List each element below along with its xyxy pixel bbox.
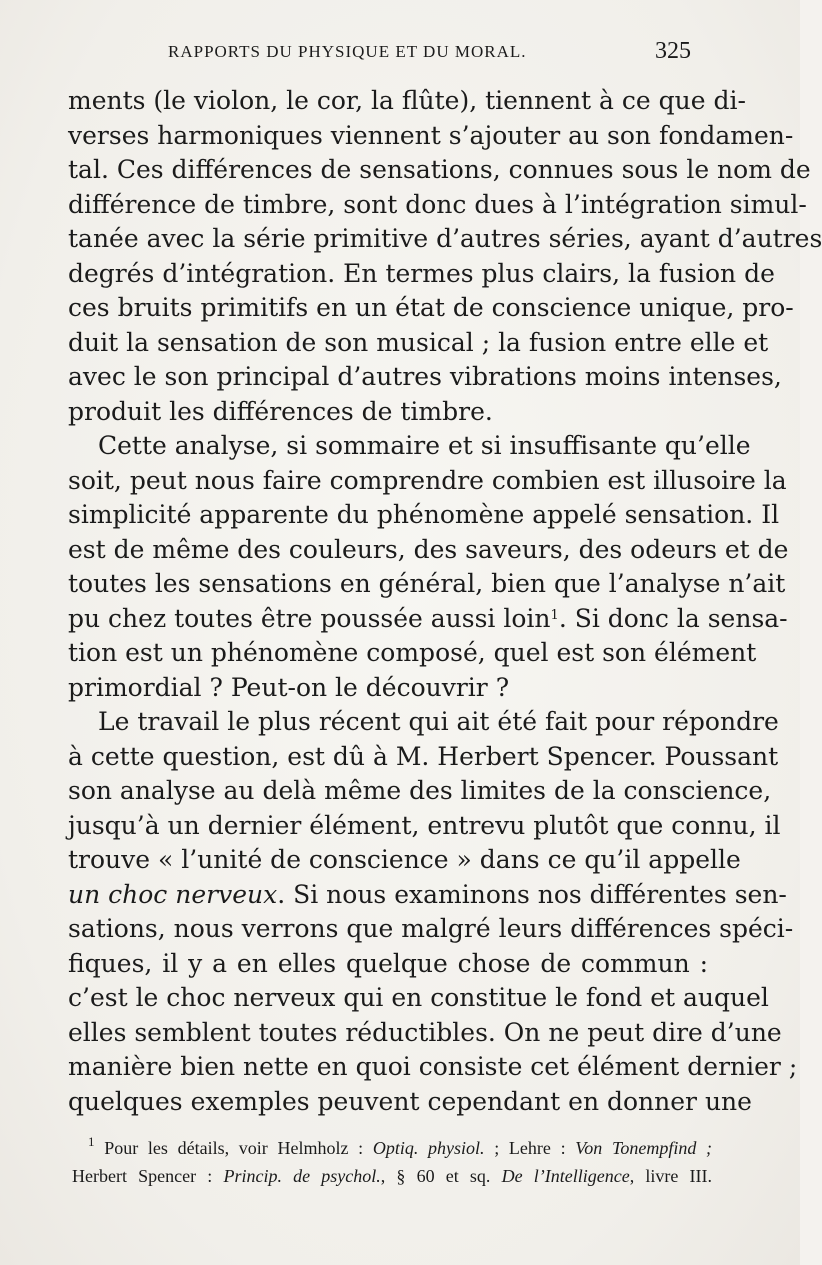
text-line: différence de timbre, sont donc dues à l’intégration simul- [68, 189, 807, 219]
text-line: elles semblent toutes réductibles. On ne peut dire d’une [68, 1017, 782, 1047]
footnotes [72, 1134, 712, 1190]
text-line: Le travail le plus récent qui ait été fait pour répondre [98, 707, 779, 736]
footnote-line [72, 1134, 712, 1162]
text-line: tanée avec la série primitive d’autres séries, ayant d’autres [68, 224, 822, 253]
footnote-text: , livre III. [629, 1166, 712, 1186]
text-line: toutes les sensations en général, bien que l’analyse n’ait [68, 569, 786, 598]
text-line: c’est le choc nerveux qui en constitue le fond et auquel [68, 983, 769, 1012]
footnote-italic: Optiq. physiol. [372, 1138, 485, 1158]
text-line: fiques, il y a en elles quelque chose de commun : [68, 948, 708, 978]
text-line: soit, peut nous faire comprendre combien est illusoire la [68, 465, 787, 495]
text-line: manière bien nette en quoi consiste cet élément dernier ; [68, 1052, 798, 1081]
text-line: sations, nous verrons que malgré leurs différences spéci- [68, 914, 794, 943]
footnote-text: , § 60 et sq. [380, 1166, 502, 1186]
footnote-text: Herbert Spencer : [72, 1166, 224, 1186]
text-line: à cette question, est dû à M. Herbert Spencer. Poussant [68, 741, 779, 771]
text-line: duit la sensation de son musical ; la fusion entre elle et [68, 327, 769, 357]
text-line: son analyse au delà même des limites de la conscience, [68, 776, 772, 805]
text-fragment: . Si donc la sensa- [558, 603, 788, 633]
text-fragment: . Si nous examinons nos différentes sen- [277, 879, 787, 909]
text-line: ments (le violon, le cor, la flûte), tiennent à ce que di- [68, 86, 746, 115]
text-line: produit les différences de timbre. [68, 396, 493, 426]
text-line [68, 602, 788, 637]
footnote-italic: De l’Intelligence [501, 1166, 630, 1186]
text-line: primordial ? Peut-on le découvrir ? [68, 672, 510, 702]
footnote-reference: 1 [550, 607, 559, 623]
text-line: trouve « l’unité de conscience » dans ce qu’il appelle [68, 845, 741, 874]
footnote-italic: Princip. de psychol. [223, 1166, 381, 1186]
text-line: tion est un phénomène composé, quel est son élément [68, 638, 757, 667]
text-line: Cette analyse, si sommaire et si insuffisante qu’elle [98, 431, 751, 460]
text-fragment: pu chez toutes être poussée aussi loin [68, 603, 551, 633]
footnote-line [72, 1162, 712, 1190]
text-line: avec le son principal d’autres vibrations moins intenses, [68, 362, 782, 391]
running-head: RAPPORTS DU PHYSIQUE ET DU MORAL. [168, 42, 527, 61]
body-text [68, 84, 822, 1119]
footnote-text: ; Lehre : [484, 1138, 576, 1158]
italic-term: un choc nerveux [68, 879, 278, 909]
footnote-text: Pour les détails, voir Helmholz : [104, 1138, 373, 1158]
text-line: simplicité apparente du phénomène appelé sensation. Il [68, 500, 780, 529]
footnote-mark: 1 [88, 1134, 95, 1149]
text-line: ces bruits primitifs en un état de conscience unique, pro- [68, 293, 794, 322]
text-line: degrés d’intégration. En termes plus clairs, la fusion de [68, 258, 775, 288]
text-line: verses harmoniques viennent s’ajouter au son fondamen- [68, 120, 794, 150]
page-number: 325 [655, 38, 691, 64]
text-line: quelques exemples peuvent cependant en donner une [68, 1086, 752, 1116]
text-line: est de même des couleurs, des saveurs, des odeurs et de [68, 534, 789, 564]
text-line: tal. Ces différences de sensations, connues sous le nom de [68, 155, 811, 184]
text-line [68, 878, 787, 913]
footnote-italic: Von Tonempfind ; [575, 1138, 713, 1158]
text-line: jusqu’à un dernier élément, entrevu plutôt que connu, il [68, 810, 781, 840]
